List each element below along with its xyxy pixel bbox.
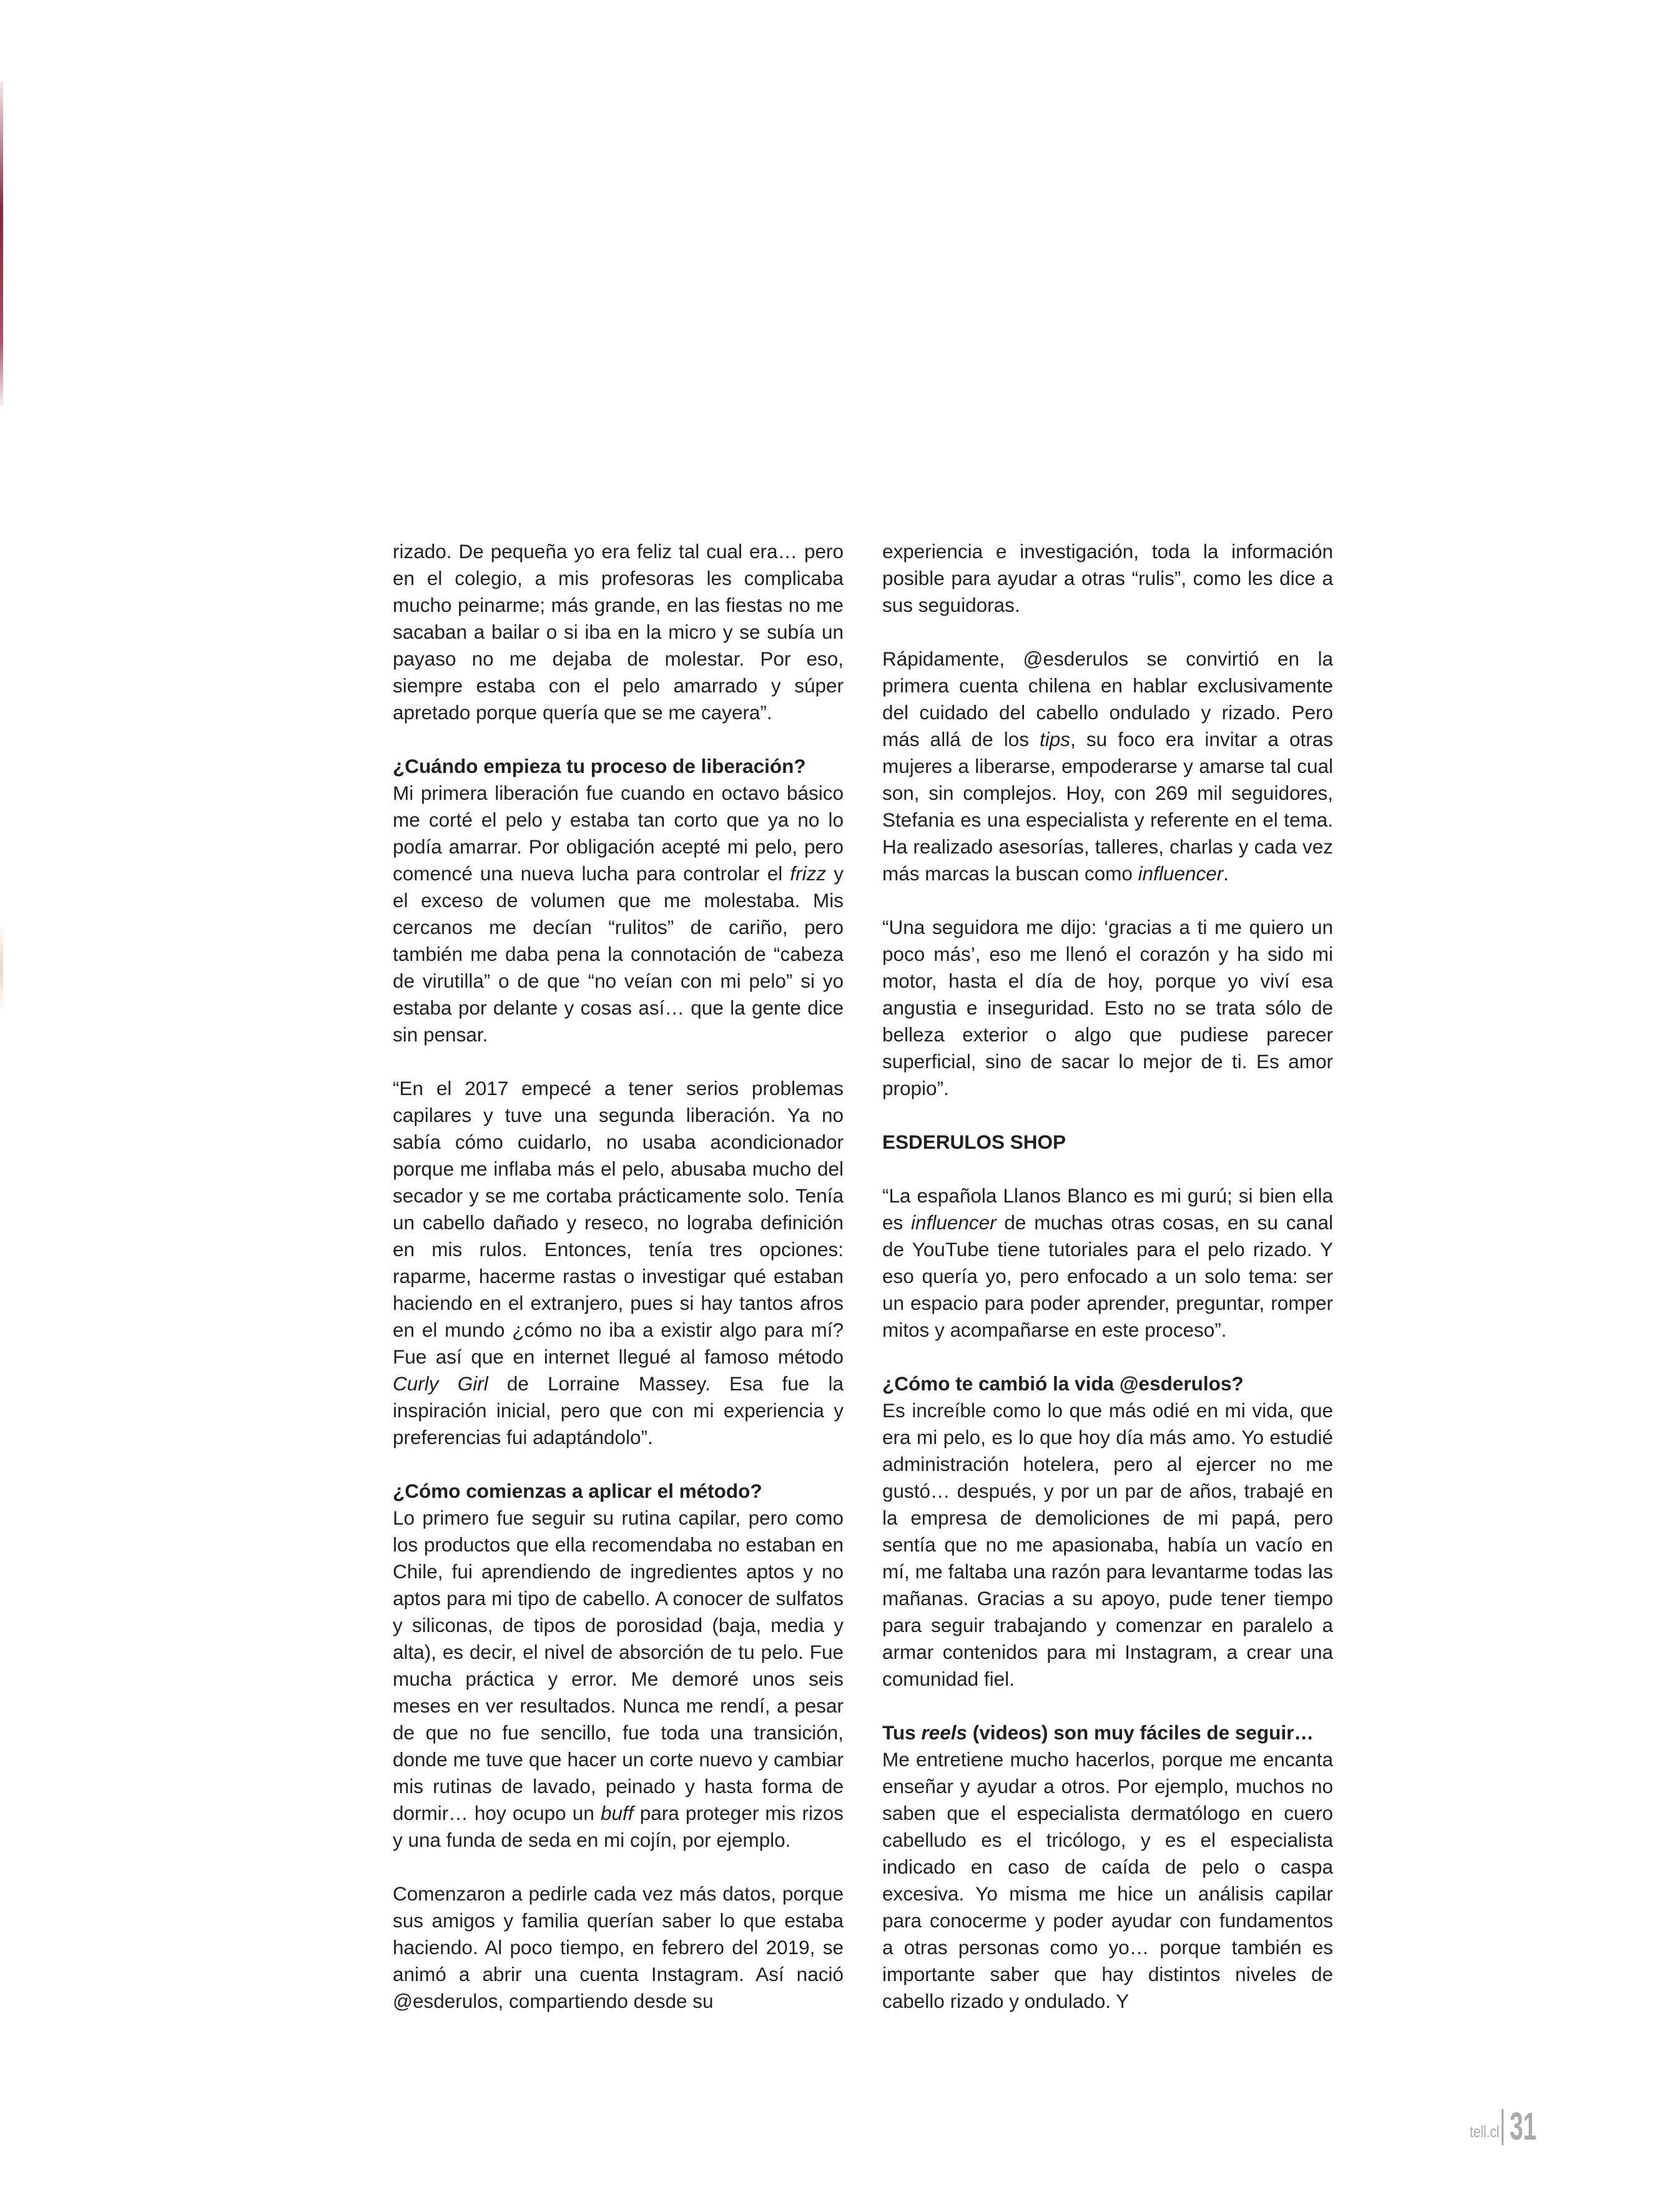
paragraph: Es increíble como lo que más odié en mi vida, que era mi pelo, es lo que hoy día más amo. Yo estudié administración hotelera, pero al ejercer no me gustó… después, y por un par de años, trabajé en la empresa de demoliciones de mi papá, pero sentía que no me apasionaba, había un vacío en mí, me faltaba una razón para levantarme todas las mañanas. Gracias a su apoyo, pude tener tiempo para seguir trabajando y comenzar en paralelo a armar contenidos para mi Instagram, a crear una comunidad fiel. [882,1399,1333,1690]
paragraph: “En el 2017 empecé a tener serios problemas capilares y tuve una segunda liberación. Ya no sabía cómo cuidarlo, no usaba acondicionador porque me inflaba más el pelo, abusaba mucho del secador y se me cortaba prácticamente solo. Tenía un cabello dañado y reseco, no lograba definición en mis rulos. Entonces, tenía tres opciones: raparme, hacerme rastas o investigar qué estaban haciendo en el extranjero, pues si hay tantos afros en el mundo ¿cómo no iba a existir algo para mí? Fue así que en internet llegué al famoso método Curly Girl de Lorraine Massey. Esa fue la inspiración inicial, pero que con mi experiencia y preferencias fui adaptándolo”. [393,1077,844,1448]
paragraph: experiencia e investigación, toda la información posible para ayudar a otras “rulis”, como les dice a sus seguidoras. [882,540,1333,616]
interview-question: ¿Cómo te cambió la vida @esderulos? [882,1372,1244,1395]
italic-term: reels [921,1721,967,1744]
section-heading: ESDERULOS SHOP [882,1131,1066,1153]
italic-term: influencer [911,1211,997,1234]
italic-term: influencer [1138,862,1224,885]
right-column [882,538,1333,2042]
paragraph: “Una seguidora me dijo: ‘gracias a ti me quiero un poco más’, eso me llenó el corazón y ha sido mi motor, hasta el día de hoy, porque yo viví esa angustia e inseguridad. Esto no se trata sólo de belleza exterior o algo que pudiese parecer superficial, sino de sacar lo mejor de ti. Es amor propio”. [882,916,1333,1099]
paragraph: Lo primero fue seguir su rutina capilar, pero como los productos que ella recomendaba no estaban en Chile, fui aprendiendo de ingredientes aptos y no aptos para mi tipo de cabello. A conocer de sulfatos y siliconas, de tipos de porosidad (baja, media y alta), es decir, el nivel de absorción de tu pelo. Fue mucha práctica y error. Me demoré unos seis meses en ver resultados. Nunca me rendí, a pesar de que no fue sencillo, fue toda una transición, donde me tuve que hacer un corte nuevo y cambiar mis rutinas de lavado, peinado y hasta forma de dormir… hoy ocupo un buff para proteger mis rizos y una funda de seda en mi cojín, por ejemplo. [393,1507,844,1851]
page-footer [1462,2101,1553,2148]
page-edge-photo-strip [0,81,3,406]
italic-term: frizz [790,862,827,885]
interview-question: Tus reels (videos) son muy fáciles de seguir… [882,1721,1314,1744]
footer-divider [1502,2109,1504,2145]
paragraph: rizado. De pequeña yo era feliz tal cual era… pero en el colegio, a mis profesoras les complicaba mucho peinarme; más grande, en las fiestas no me sacaban a bailar o si iba en la micro y se subía un payaso no me dejaba de molestar. Por eso, siempre estaba con el pelo amarrado y súper apretado porque quería que se me cayera”. [393,540,844,724]
italic-term: Curly Girl [393,1372,488,1395]
paragraph: Rápidamente, @esderulos se convirtió en la primera cuenta chilena en hablar exclusivamente del cuidado del cabello ondulado y rizado. Pero más allá de los tips, su foco era invitar a otras mujeres a liberarse, empoderarse y amarse tal cual son, sin complejos. Hoy, con 269 mil seguidores, Stefania es una especialista y referente en el tema. Ha realizado asesorías, talleres, charlas y cada vez más marcas la buscan como influencer. [882,647,1333,885]
page-edge-photo-strip [0,924,3,1011]
paragraph: “La española Llanos Blanco es mi gurú; si bien ella es influencer de muchas otras cosas, en su canal de YouTube tiene tutoriales para el pelo rizado. Y eso quería yo, pero enfocado a un solo tema: ser un espacio para poder aprender, preguntar, romper mitos y acompañarse en este proceso”. [882,1184,1333,1341]
page-number: 31 [1510,2105,1537,2148]
footer-site: tell.cl [1469,2122,1500,2141]
paragraph: Mi primera liberación fue cuando en octavo básico me corté el pelo y estaba tan corto que ya no lo podía amarrar. Por obligación acepté mi pelo, pero comencé una nueva lucha para controlar el frizz y el exceso de volumen que me molestaba. Mis cercanos me decían “rulitos” de cariño, pero también me daba pena la connotación de “cabeza de virutilla” o de que “no veían con mi pelo” si yo estaba por delante y cosas así… que la gente dice sin pensar. [393,782,844,1046]
left-column [393,538,844,2042]
interview-question: ¿Cómo comienzas a aplicar el método? [393,1480,762,1502]
italic-term: tips [1040,728,1071,750]
paragraph: Me entretiene mucho hacerlos, porque me encanta enseñar y ayudar a otros. Por ejemplo, muchos no saben que el especialista dermatólogo en cuero cabelludo es el tricólogo, y es el especialista indicado en caso de caída de pelo o caspa excesiva. Yo misma me hice un análisis capilar para conocerme y poder ayudar con fundamentos a otras personas como yo… porque también es importante saber que hay distintos niveles de cabello rizado y ondulado. Y [882,1748,1333,2012]
italic-term: buff [601,1802,634,1824]
interview-question: ¿Cuándo empieza tu proceso de liberación? [393,755,806,777]
paragraph: Comenzaron a pedirle cada vez más datos, porque sus amigos y familia querían saber lo que estaba haciendo. Al poco tiempo, en febrero del 2019, se animó a abrir una cuenta Instagram. Así nació @esderulos, compartiendo desde su [393,1882,844,2012]
